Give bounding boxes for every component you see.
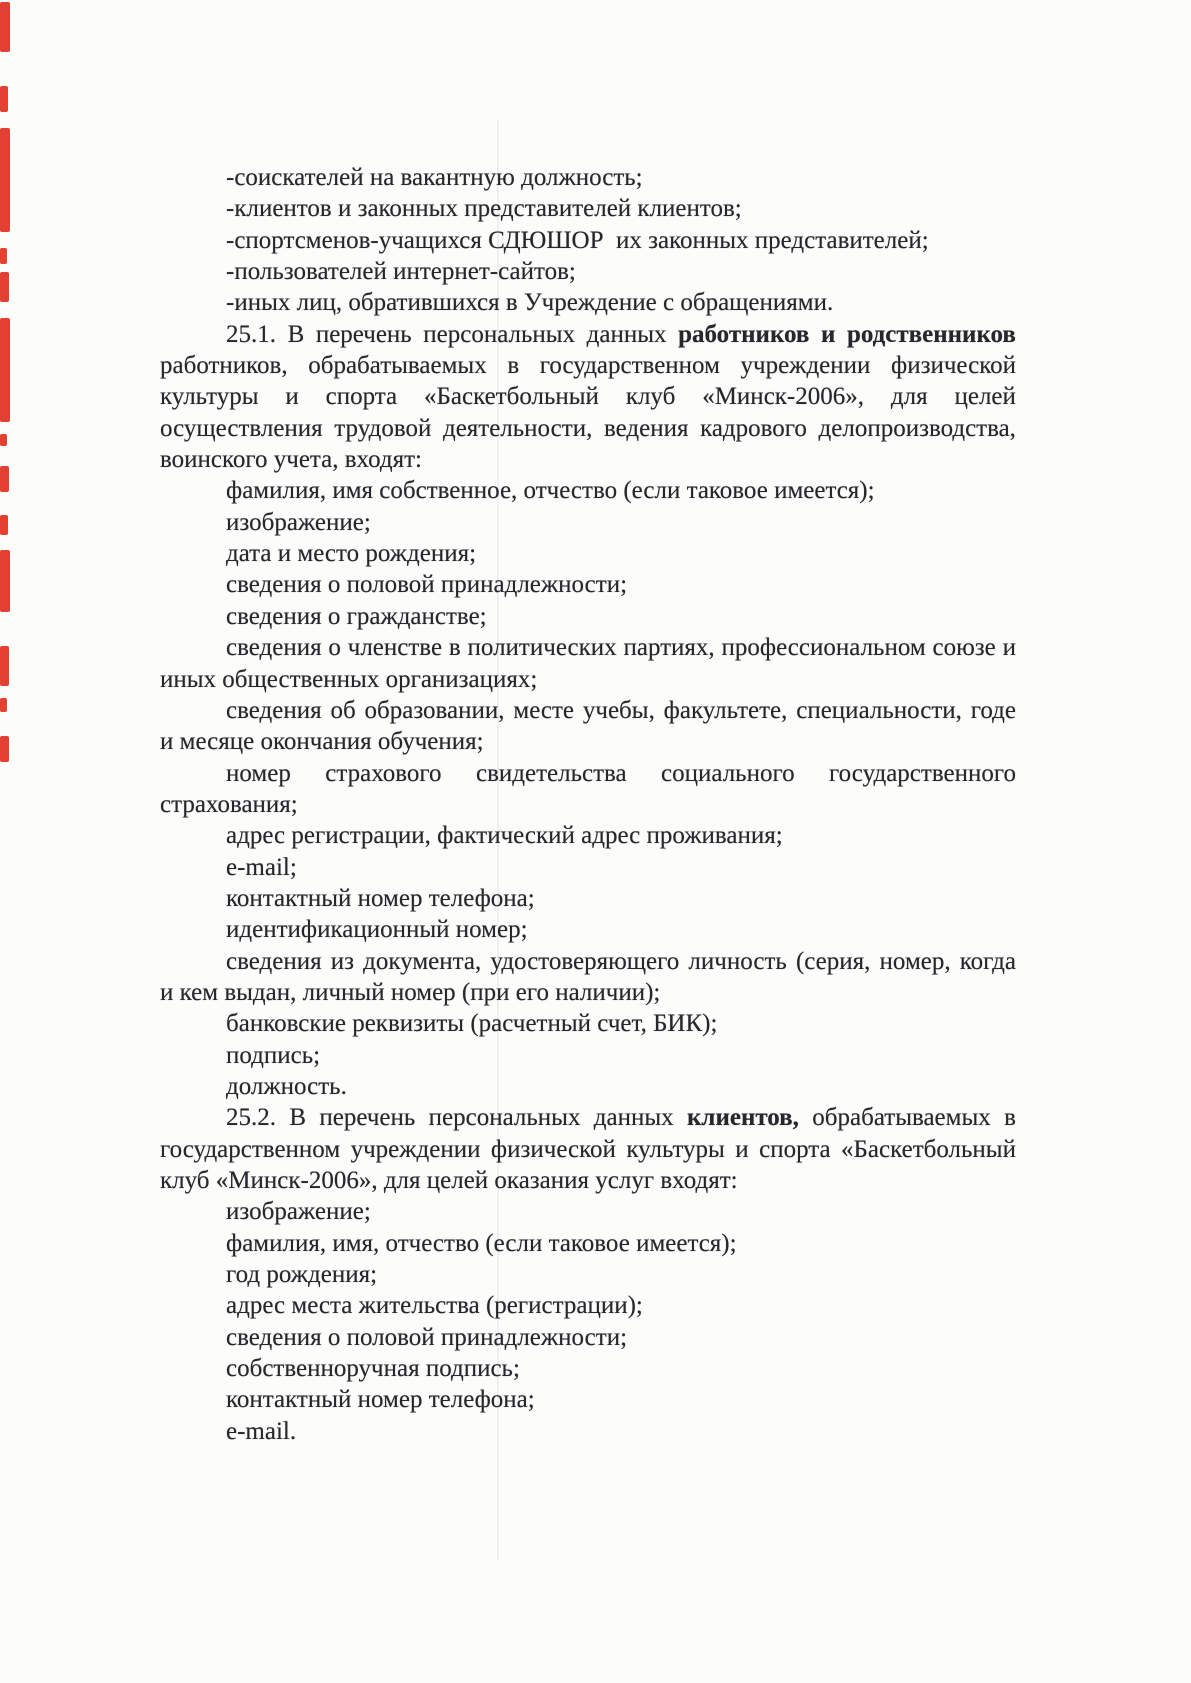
text-span: клуб «Минск-2006», для целей оказания услуг входят: [160,1167,738,1194]
text-span: об [330,696,356,724]
text-span: из [330,947,355,975]
text-span: фамилия, имя собственное, отчество (если таковое имеется); [226,477,875,505]
text-span: специальности, [796,696,962,724]
text-span: физической [891,352,1016,380]
text-span: данных [593,1104,674,1132]
text-span: политических [467,634,617,662]
text-span: перечень [319,1104,416,1132]
text-line [160,758,1016,789]
text-span: и [285,383,299,411]
red-edge-mark [0,550,10,612]
text-line [160,538,1016,569]
text-line [160,1102,1016,1133]
text-span: учреждении [350,1135,481,1163]
text-line [160,883,1016,914]
text-span: месте [513,696,575,724]
text-span: контактный номер телефона; [226,884,535,912]
text-line [160,1165,1016,1196]
red-edge-mark [0,86,8,112]
text-span: социального [661,759,795,787]
text-line [160,1322,1016,1353]
text-span: собственноручная подпись; [226,1355,520,1383]
text-line [160,632,1016,663]
text-span: данных [586,320,667,348]
text-line [160,1196,1016,1227]
text-span: изображение; [226,1198,371,1226]
text-span: В [287,320,305,348]
text-span: свидетельства [475,759,627,787]
text-span: трудовой [334,414,432,442]
text-line [160,852,1016,883]
text-line [160,507,1016,538]
text-span: спорта [325,383,398,411]
text-span: спорта [759,1135,831,1163]
text-line [160,413,1016,444]
text-span: культуры [160,383,259,411]
text-line [160,256,1016,287]
text-span: физической [490,1135,616,1163]
text-span: союзе [932,634,996,662]
text-span: для [890,383,928,411]
text-span: в [448,634,461,662]
red-edge-mark [0,2,10,52]
text-line [160,287,1016,318]
text-span: воинского учета, входят: [160,446,422,474]
text-line [160,664,1016,695]
text-span: образовании, [364,696,505,724]
text-span: персональных [423,320,576,348]
text-span: «Баскетбольный [424,383,599,411]
red-edge-mark [0,736,9,762]
text-span: факультете, [663,696,788,724]
text-span: e-mail. [226,1417,297,1445]
text-span: сведения [226,634,322,662]
text-span: государственном [160,1135,341,1163]
text-span: кадрового [700,414,807,442]
text-span: -пользователей интернет-сайтов; [226,258,576,286]
red-edge-mark [0,434,7,446]
document-text-block [160,162,1016,1447]
text-span: годе [970,696,1016,724]
text-span: государственном [539,352,720,380]
text-span: в [1004,1104,1016,1132]
text-span: e-mail; [226,853,297,881]
bold-text: клиентов, [687,1104,799,1132]
text-span: культуры [626,1135,725,1163]
text-span: страхования; [160,790,298,818]
text-span: «Баскетбольный [841,1135,1016,1163]
text-line [160,569,1016,600]
text-span: -иных лиц, обратившихся в Учреждение с обращениями. [226,289,834,317]
red-edge-mark [0,466,9,492]
text-span: ведения [603,414,689,442]
text-span: когда [959,947,1016,975]
text-span: банковские реквизиты (расчетный счет, БИК); [226,1010,718,1038]
text-span: подпись; [226,1041,321,1069]
text-line [160,977,1016,1008]
text-line [160,1416,1016,1447]
text-span: целей [954,383,1016,411]
text-span: изображение; [226,508,371,536]
text-span: адрес регистрации, фактический адрес проживания; [226,822,783,850]
text-line [160,820,1016,851]
text-span: делопроизводства, [818,414,1016,442]
text-span: деятельности, [442,414,593,442]
text-span: адрес места жительства (регистрации); [226,1292,643,1320]
text-span: сведения [226,947,322,975]
text-span: должность. [226,1072,347,1100]
red-edge-mark [0,248,7,264]
text-span: -клиентов и законных представителей клиентов; [226,195,742,223]
text-span: (серия, [795,947,871,975]
text-span: партиях, [623,634,715,662]
text-span: сведения о половой принадлежности; [226,571,628,599]
text-span: дата и место рождения; [226,540,477,568]
text-span: удостоверяющего [490,947,680,975]
text-line [160,225,1016,256]
text-span: год рождения; [226,1261,378,1289]
text-line [160,946,1016,977]
text-span: страхового [325,759,442,787]
text-line [160,319,1016,350]
text-line [160,444,1016,475]
text-span: «Минск-2006», [702,383,865,411]
text-line [160,1071,1016,1102]
text-span: в [507,352,520,380]
text-span: -соискателей на вакантную должность; [226,164,643,191]
text-span: обрабатываемых [812,1104,991,1132]
text-span: и месяце окончания обучения; [160,728,484,756]
text-span: и [735,1135,749,1163]
text-span: В [289,1104,307,1132]
text-line [160,1228,1016,1259]
text-span: контактный номер телефона; [226,1386,535,1414]
text-line [160,601,1016,632]
text-line [160,1259,1016,1290]
text-line [160,1384,1016,1415]
text-line [160,726,1016,757]
text-span: и [1002,634,1016,662]
bold-text: и [820,320,836,348]
text-span: идентификационный номер; [226,916,528,944]
text-span: номер, [879,947,951,975]
text-span: личность [688,947,787,975]
text-span: сведения [226,696,322,724]
text-line [160,1353,1016,1384]
text-line [160,695,1016,726]
text-line [160,1134,1016,1165]
red-edge-mark [0,515,8,535]
text-line [160,914,1016,945]
text-span: документа, [363,947,482,975]
text-span: клуб [625,383,676,411]
text-span: 25.1. [226,320,276,348]
text-span: -спортсменов-учащихся СДЮШОР их законных представителей; [226,226,929,254]
text-span: профессиональном [721,634,926,662]
text-line [160,162,1016,193]
red-edge-mark [0,698,7,712]
text-line [160,1290,1016,1321]
text-span: обрабатываемых [308,352,487,380]
text-span: номер [226,759,291,787]
text-span: 25.2. [226,1104,276,1132]
bold-text: работников [678,320,810,348]
text-span: и кем выдан, личный номер (при его наличии); [160,978,661,1006]
red-edge-mark [0,318,10,422]
text-line [160,789,1016,820]
text-span: о [328,634,341,662]
bold-text: родственников [846,320,1016,348]
text-span: сведения о половой принадлежности; [226,1323,628,1351]
text-span: учреждении [740,352,871,380]
text-span: фамилия, имя, отчество (если таковое имеется); [226,1229,737,1257]
text-span: членстве [347,634,443,662]
text-line [160,475,1016,506]
text-line [160,193,1016,224]
text-line [160,350,1016,381]
text-span: перечень [315,320,412,348]
text-span: осуществления [160,414,323,442]
text-span: иных общественных организациях; [160,665,538,693]
red-edge-mark [0,128,10,232]
text-line [160,381,1016,412]
text-span: государственного [829,759,1016,787]
text-span: сведения о гражданстве; [226,602,487,630]
text-span: персональных [428,1104,581,1132]
text-span: работников, [160,352,288,380]
text-span: учебы, [582,696,655,724]
red-edge-mark [0,646,9,686]
red-edge-mark [0,272,9,302]
text-line [160,1008,1016,1039]
text-line [160,1040,1016,1071]
